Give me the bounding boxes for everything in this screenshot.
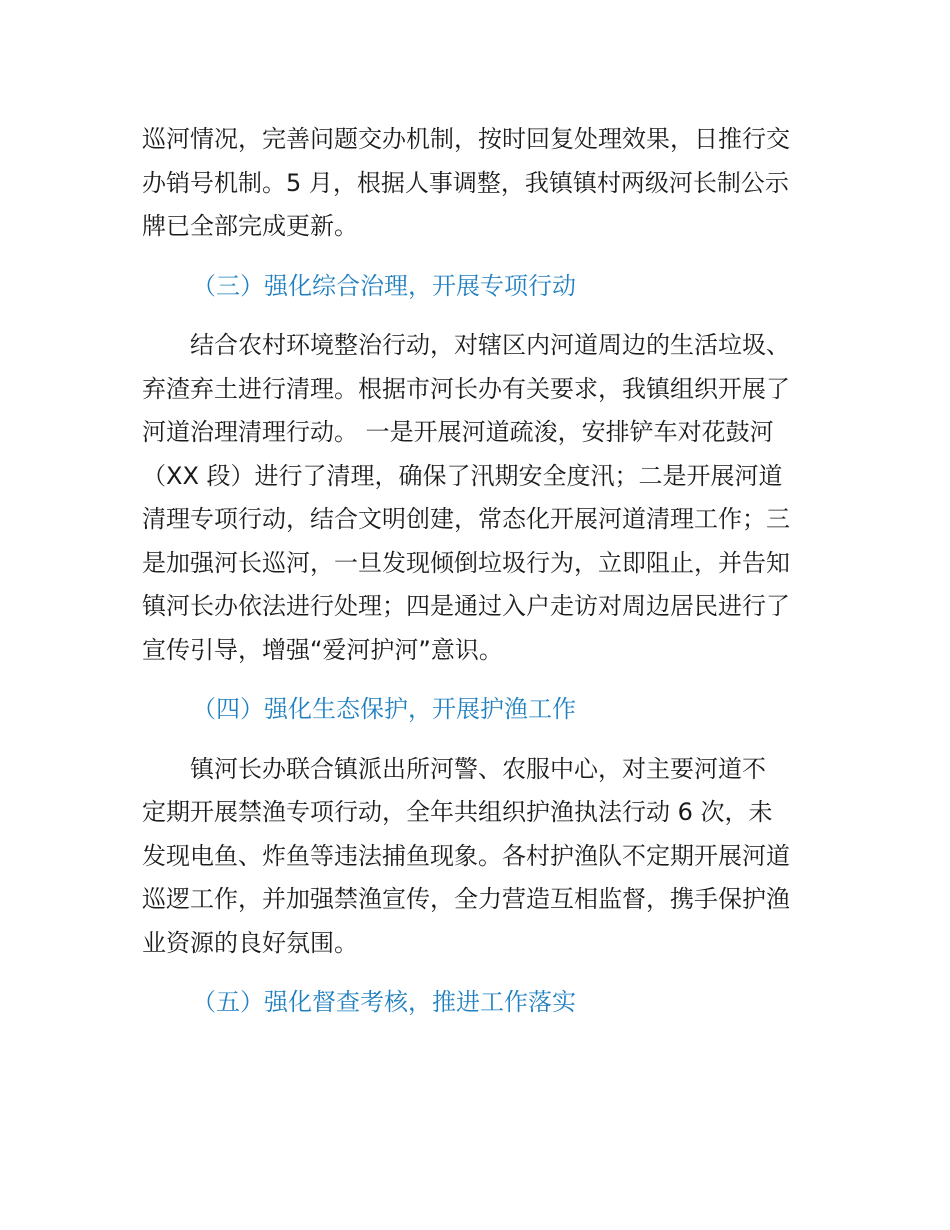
spacer xyxy=(142,249,822,265)
paragraph-line: 定期开展禁渔专项行动，全年共组织护渔执法行动 6 次，未 xyxy=(142,798,773,826)
spacer xyxy=(142,965,822,981)
paragraph-line: 镇河长办依法进行处理；四是通过入户走访对周边居民进行了 xyxy=(142,592,790,620)
paragraph-line: 清理专项行动，结合文明创建，常态化开展河道清理工作；三 xyxy=(142,505,790,533)
paragraph-line: 镇河长办联合镇派出所河警、农服中心，对主要河道不 xyxy=(190,754,766,783)
paragraph-fishery-protection xyxy=(142,748,822,966)
section-heading-3: （三）强化综合治理，开展专项行动 xyxy=(192,271,576,300)
paragraph-line: 河道治理清理行动。 一是开展河道疏浚，安排铲车对花鼓河 xyxy=(142,418,774,446)
paragraph-line: 是加强河长巡河，一旦发现倾倒垃圾行为，立即阻止，并告知 xyxy=(142,548,790,577)
paragraph-line: （XX 段）进行了清理，确保了汛期安全度汛；二是开展河道 xyxy=(142,461,783,490)
paragraph-line: 办销号机制。5 月，根据人事调整，我镇镇村两级河长制公示 xyxy=(142,168,789,197)
paragraph-line: 弃渣弃土进行清理。根据市河长办有关要求，我镇组织开展了 xyxy=(142,374,790,403)
paragraph-line: 结合农村环境整治行动，对辖区内河道周边的生活垃圾、 xyxy=(190,331,790,359)
paragraph-river-patrol xyxy=(142,118,822,249)
paragraph-line: 宣传引导，增强“爱河护河”意识。 xyxy=(142,635,503,664)
paragraph-line: 巡河情况，完善问题交办机制，按时回复处理效果，日推行交 xyxy=(142,125,790,153)
paragraph-comprehensive-governance xyxy=(142,324,822,672)
paragraph-line: 业资源的良好氛围。 xyxy=(142,928,358,957)
document-body xyxy=(142,118,822,1025)
section-heading-4: （四）强化生态保护，开展护渔工作 xyxy=(192,695,576,723)
paragraph-line: 巡逻工作，并加强禁渔宣传，全力营造互相监督，携手保护渔 xyxy=(142,885,790,913)
section-heading-5: （五）强化督查考核，推进工作落实 xyxy=(192,988,576,1016)
paragraph-line: 牌已全部完成更新。 xyxy=(142,212,358,240)
spacer xyxy=(142,732,822,748)
paragraph-line: 发现电鱼、炸鱼等违法捕鱼现象。各村护渔队不定期开展河道 xyxy=(142,841,790,870)
spacer xyxy=(142,308,822,324)
spacer xyxy=(142,672,822,688)
